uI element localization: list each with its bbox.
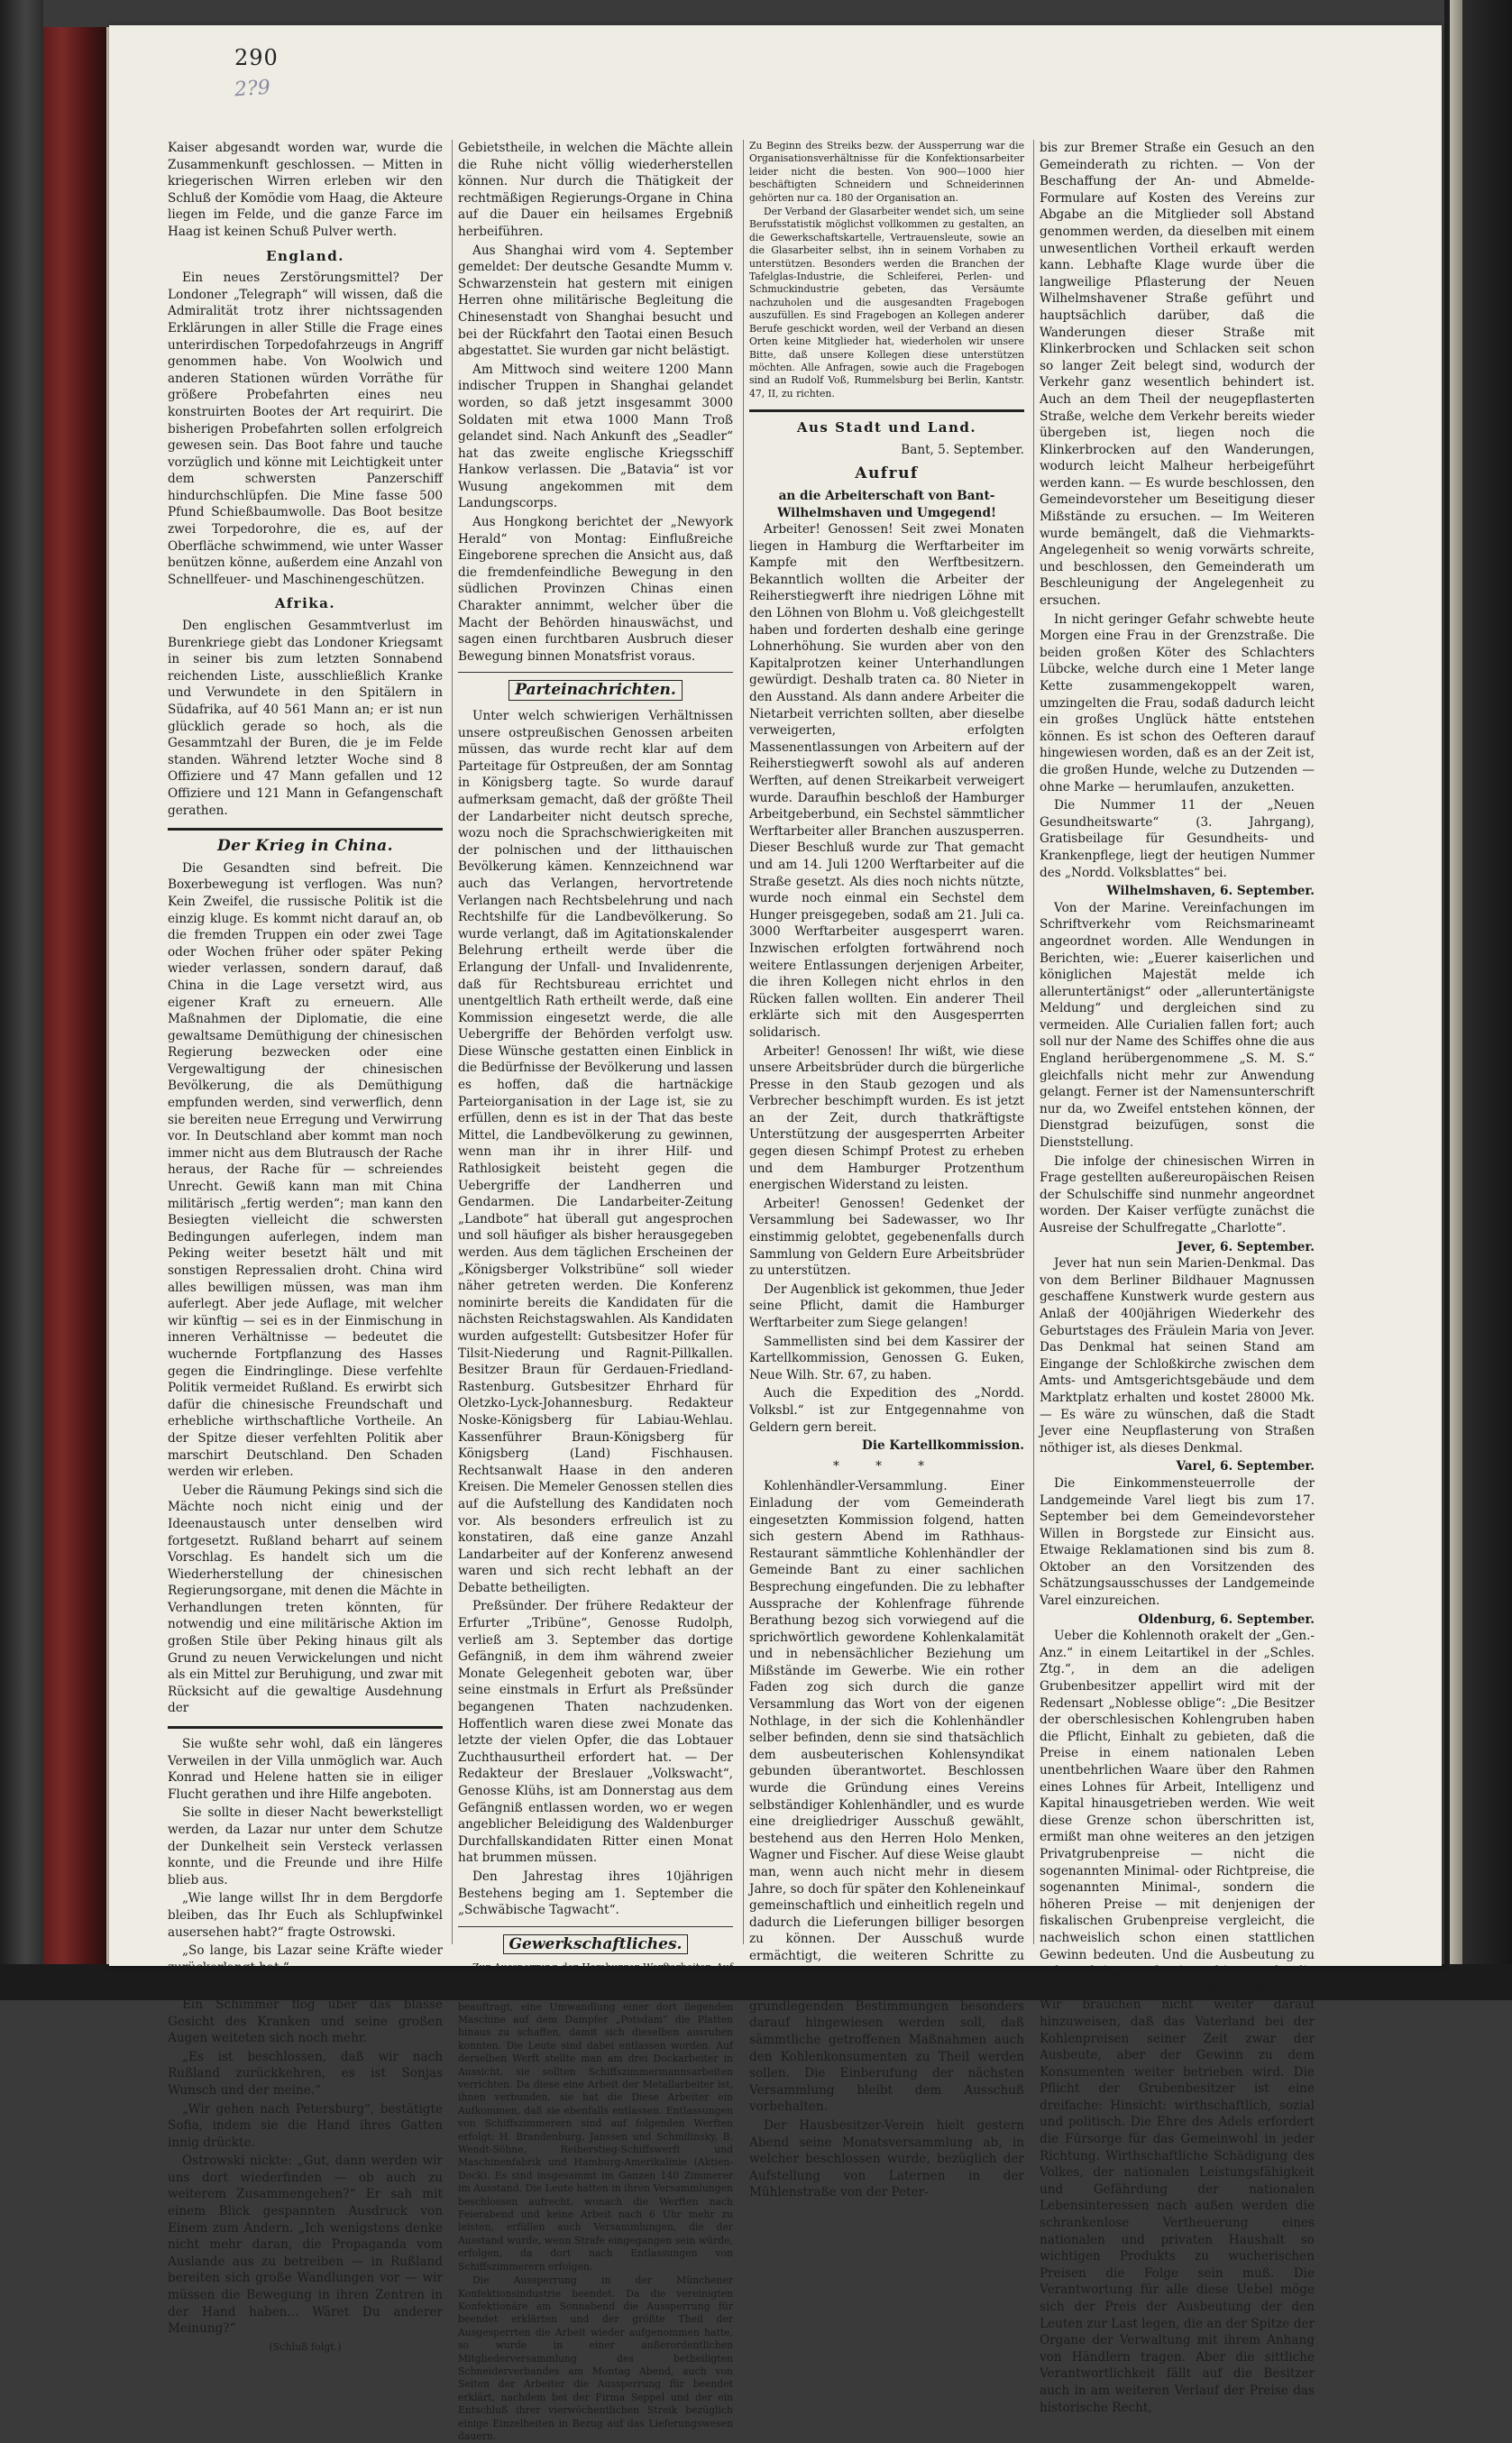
feuilleton-divider [168,1726,443,1729]
dateline-wilhelmshaven: Wilhelmshaven, 6. September. [1106,884,1315,899]
column-1 [168,140,443,2353]
section-divider [168,828,443,831]
article-varel: Die Einkommensteuerrolle der Landgemeinde Varel liegt bis zum 17. September bei dem Gemeindevorsteher Willen in Borgstede zur Einsicht aus. Etwaige Reklamationen sind bis zum 8. Oktober an den Vorsitzenden des Schätzungsausschusses der Landgemeinde Varel einzureichen. [1040,1475,1315,1609]
asterism: * * * [832,1458,941,1474]
column-separator [1033,140,1034,1944]
aufruf-signature: Die Kartellkommission. [862,1438,1024,1454]
feuilleton-paragraph: Sie wußte sehr wohl, daß ein längeres Verweilen in der Villa unmöglich war. Auch Konrad und Helene hatten sie in eiliger Flucht gerathen und ihre Hilfe angeboten. [168,1737,443,1802]
article-partei-p2: Preßsünder. Der frühere Redakteur der Erfurter „Tribüne“, Genosse Rudolph, verließ am 3. September das dortige Gefängniß, in dem ihm während zweier Monate Gelegenheit geboten war, über seine einstmals in Erfurt als Preßsünder begangenen Thaten nachzudenken. Hoffentlich waren diese zwei Monate das letzte der vielen Opfer, die das Lobtauer Zuchthausurtheil erfordert hat. — Der Redakteur der Breslauer „Volkswacht“, Genosse Klühs, ist am Donnerstag aus dem Gefängniß entlassen worden, wo er wegen angeblicher Beleidigung des Waldenburger Durchfallskandidaten Ritter einen Monat hat brummen müssen. [458,1599,733,1866]
article-gefahr: In nicht geringer Gefahr schwebte heute Morgen eine Frau in der Grenzstraße. Die beiden großen Köter des Schlachters Lübcke, welche durch eine 1 Meter lange Kette zusammengekoppelt waren, umzingelten die Frau, sodaß dadurch leicht ein großes Unglück hätte entstehen können. Es ist schon des Oefteren darauf hingewiesen worden, daß es an der Zeit ist, die großen Hunde, welche zu Dutzenden — ohne Marke — herumlaufen, anzuketten. [1040,611,1315,794]
aufruf-paragraph: Der Augenblick ist gekommen, thue Jeder seine Pflicht, damit die Hamburger Werftarbeiter zum Siege gelangen! [749,1281,1024,1330]
feuilleton-paragraph: Sie sollte in dieser Nacht bewerkstelligt werden, da Lazar nur unter dem Schutze der Dunkelheit sein Versteck verlassen konnte, und die Freunde und ihre Hilfe blieb aus. [168,1805,443,1887]
aufruf-paragraph: Auch die Expedition des „Nordd. Volksbl.“ ist zur Entgegennahme von Geldern gern bereit. [749,1386,1024,1435]
aufruf-paragraph: Arbeiter! Genossen! Gedenket der Versammlung bei Sadewasser, wo Ihr einstimmig gelobtet, gegebenenfalls durch Sammlung von Geldern Eure Arbeitsbrüder zu unterstützen. [749,1196,1024,1279]
newspaper-page [109,25,1442,2442]
article-marine-2: Die infolge der chinesischen Wirren in Frage gestellten außereuropäischen Reisen der Schulschiffe sind nunmehr angeordnet worden. Der Kaiser verfügte zunächst die Ausreise der Schulfregatte „Charlotte“. [1040,1153,1315,1235]
aufruf-heading: Aufruf [855,464,919,483]
article-hongkong: Aus Hongkong berichtet der „Newyork Herald“ von Montag: Einflußreiche Eingeborene sprechen die Ansicht aus, daß die fremdenfeindliche Bewegung in den südlichen Provinzen Chinas einen Charakter annimmt, welcher über die Macht der Behörden hinauswächst, und sagen einen furchtbaren Ausbruch dieser Bewegung binnen Monatsfrist voraus. [458,515,733,664]
article-marine: Von der Marine. Vereinfachungen im Schriftverkehr vom Reichsmarineamt angeordnet worden. Alle Wendungen in Berichten, wie: „Euerer kaiserlichen und königlichen Majestät melde ich alleruntertänigst“ oder „alleruntertänigste Meldung“ und dergleichen sind zu vermeiden. Alle Curialien fallen fort; auch soll nur der Name des Schiffes ohne die aus England herübergenommene „S. M. S.“ gleichfalls nicht mehr zur Anwendung gelangt. Ferner ist der Namensunterschrift nur da, wo Zweifel entstehen können, der Dienstgrad beizufügen, sonst die Dienststellung. [1040,900,1315,1151]
feuilleton-paragraph: Ein Schimmer flog über das blasse Gesicht des Kranken und seine großen Augen weiteten sich noch mehr. [168,1997,443,2046]
book-spine-edge [43,27,109,1975]
article-afrika: Den englischen Gesammtverlust im Burenkriege giebt das Londoner Kriegsamt in seiner bis zum letzten Sonnabend reichenden Liste, ausschließlich Kranke und Verwundete in den Spitälern in Südafrika, auf 40 561 Mann an; er ist nun glücklich gerade so hoch, als die Gesammtzahl der Buren, die je im Felde standen. Während letzter Woche sind 8 Offiziere und 47 Mann gefallen und 12 Offiziere und 121 Mann in Gefangenschaft gerathen. [168,619,443,818]
article-glasarbeiter: Der Verband der Glasarbeiter wendet sich, um seine Berufsstatistik möglichst vollkommen zu gestalten, an die Gewerkschaftskartelle, Vertrauensleute, sowie an die Glasarbeiter selbst, ihn in seinem Vorhaben zu unterstützen. Besonders werden die Branchen der Tafelglas-Industrie, die Schleiferei, Perlen- und Schmuckindustrie gebeten, das Versäumte nachzuholen und die ausgesandten Fragebogen auszufüllen. Es sind Fragebogen an Kollegen anderer Berufe geschickt worden, weil der Verband an diesen Orten keine Mitglieder hat, wiederholen wir unsere Bitte, daß unsere Kollegen diese unterstützen möchten. Alle Anfragen, sowie auch die Fragebogen sind an Rudolf Voß, Rummelsburg bei Berlin, Kantstr. 47, II, zu richten. [749,206,1024,400]
column-3 [749,140,1024,2200]
page-edge-right [1444,0,1512,2000]
section-heading-afrika: Afrika. [274,595,336,612]
section-heading-stadt-land: Aus Stadt und Land. [796,419,977,436]
dateline-jever: Jever, 6. September. [1177,1239,1315,1254]
book-binding-left [0,0,43,2000]
column-2 [458,140,733,2442]
dateline-oldenburg: Oldenburg, 6. September. [1138,1612,1315,1627]
article-shanghai: Aus Shanghai wird vom 4. September gemeldet: Der deutsche Gesandte Mumm v. Schwarzenstein hat gestern mit einigen Herren ohne militärische Begleitung die Chinesenstadt von Shanghai besucht und bei der Rückfahrt den Taotai einen Besuch abgestattet. Sie wurden gar nicht belästigt. [458,243,733,359]
section-divider [749,409,1024,412]
article-intro: bis zur Bremer Straße ein Gesuch an den Gemeinderath zu richten. — Von der Beschaffung der An- und Abmelde-Formulare auf Kosten des Vereins zur Abgabe an die Mitglieder soll Abstand genommen werden, da dieselben mit einem unwesentlichen Vortheil erkauft werden kann. Lebhafte Klage wurde über die langweilige Pflasterung der Neuen Wilhelmshavener Straße geführt und hauptsächlich darüber, daß die Wanderungen dieser Straße mit Klinkerbrocken und Schlacken seit schon so langer Zeit belegt sind, wodurch der Verkehr ganz wesentlich behindert ist. Auch an dem Theil der neugepflasterten Straße, welche dem Verkehr bereits wieder übergeben ist, liegen noch die Klinkerbrocken auf den Wanderungen, wodurch leicht Malheur herbeigeführt werden kann. — Es wurde beschlossen, den Gemeindevorsteher um Beseitigung dieser Mißstände zu ersuchen. — Im Weiteren wurde bemängelt, daß die Viehmarkts-Angelegenheit so wenig vorwärts schreite, und beschlossen, den Gemeinderath um Beschleunigung der Angelegenheit zu ersuchen. [1040,141,1315,609]
article-hausbesitzer: Der Hausbesitzer-Verein hielt gestern Abend seine Monatsversammlung ab, in welcher beschlossen wurde, bezüglich der Aufstellung von Laternen in der Mühlenstraße von der Peter- [749,2117,1024,2200]
section-heading-china: Der Krieg in China. [216,837,394,856]
section-divider [458,672,733,673]
feuilleton-paragraph: Ostrowski nickte: „Gut, dann werden wir uns dort wiederfinden — ob auch zu weiterem Zusammengehen?“ Er sah mit einem Blick gespannten Ausdruck von Einem zum Andern. „Ich wenigstens denke nicht mehr daran, die Propaganda vom Auslande aus zu betreiben — in Rußland bereiten sich große Wandlungen vor — wir müssen die Bewegung in ihren Zentren in der Hand haben... Wäret Du anderer Meinung?“ [168,2154,443,2337]
article-jever: Jever hat nun sein Marien-Denkmal. Das von dem Berliner Bildhauer Magnussen geschaffene Kunstwerk wurde gestern aus Anlaß der 400jährigen Wiederkehr des Geburtstages des Fräulein Maria von Jever. Das Denkmal hat seinen Stand am Eingange der Schloßkirche zwischen dem Amts- und Amtsgerichtsgebäude und dem Marktplatz erhalten und kostet 28000 Mk. — Es wäre zu wünschen, daß die Stadt Jever eine Neupflasterung von Straßen nöthiger ist, als dieses Denkmal. [1040,1256,1315,1456]
handwritten-page-number: 2?9 [234,76,271,102]
aufruf-subheading: an die Arbeiterschaft von Bant-Wilhelmshaven und Umgegend! [777,488,996,520]
section-heading-gewerkschaftliches: Gewerkschaftliches. [503,1934,689,1955]
feuilleton-paragraph: „So lange, bis Lazar seine Kräfte wieder zurückerlangt hat.“ [168,1943,443,1975]
feuilleton-paragraph: „Wie lange willst Ihr in dem Bergdorfe bleiben, das Ihr Euch als Schlupfwinkel ausersehen habt?“ fragte Ostrowski. [168,1891,443,1940]
article-gewerk-p1: Zur Aussperrung der Hamburger Werftarbeiter. Auf der Werft von Blohm und Voß wurden am Dienstag Morgen fünf Arbeitsleute der Kupferschmiede beauftragt, eine Umwandlung einer dort liegenden Maschine auf dem Dampfer „Potsdam“ die Platten hinaus zu schaffen, damit sich dieselben ausruhen konnten. Die Leute sind dabei entlassen worden. Auf derselben Werft stellte man am drei Dockarbeiter in Aussicht, sie sollten Schiffszimmermannsarbeiten verrichten. Da diese eine Arbeit der Metallarbeiter ist, ihnen verbunden, sie hat die Diese Arbeiter ein Aufkommen, daß sie ebenfalls entlassen. Entlassungen von Schiffszimmerern sind auf folgenden Werften erfolgt: H. Brandenburg, Janssen und Schmilinsky, B. Wendt-Söhne, Reiherstieg-Schiffswerft und Maschinenfabrik und Hamburg-Amerikalinie (Aktien-Dock). Es sind insgesammt im Ganzen 140 Zimmerer im Ausstand. Die Leute hatten in ihren Versammlungen beschlossen aufrecht, wonach die Werften nach Feierabend und keine Arbeit nach 6 Uhr mehr zu leisten, erfüllen auch Versammlungen, die der Ausstand wurde, wenn Strafe eingegangen sein würde, erfolgen, da dort nach Entlassungen von Schiffszimmerern erfolgen. [458,1961,733,2273]
article-intro: Kaiser abgesandt worden war, wurde die Zusammenkunft geschlossen. — Mitten in kriegerischen Wirren erleben wir den Schluß der Komödie vom Haag, die Akteure liegen im Felde, und die ganze Farce im Haag ist keinen Schuß Pulver werth. [168,141,443,239]
article-intro: Gebietstheile, in welchen die Mächte allein die Ruhe nicht völlig wiederherstellen können. Nur durch die Thätigkeit der rechtmäßigen Regierungs-Organe in China auf die Dauer ein heilsames Ergebniß herbeiführen. [458,141,733,239]
dateline-varel: Varel, 6. September. [1176,1459,1315,1474]
article-partei-p1: Unter welch schwierigen Verhältnissen unsere ostpreußischen Genossen arbeiten müssen, das wurde recht klar auf dem Parteitage für Ostpreußen, der am Sonntag in Königsberg tagte. So wurde darauf aufmerksam gemacht, daß der größte Theil der Landarbeiter nicht deutsch spreche, wozu noch die Sprachschwierigkeiten mit der polnischen und der litthauischen Bevölkerung kämen. Kennzeichnend war auch das Verlangen, hervortretende Verlangen nach Rechtsbelehrung und nach Rechtshilfe für die Landbevölkerung. So wurde verlangt, daß im Agitationskalender Belehrung ertheilt werde über die Erlangung der Unfall- und Invalidenrente, daß für Rechtsbureau errichtet und unentgeltlich Rath ertheilt werde, daß eine Kommission eingesetzt werde, die alle Uebergriffe der Behörden verfolgt usw. Diese Wünsche gestatten einen Einblick in die Bedürfnisse der Bevölkerung und lassen es hoffen, daß die hartnäckige Parteiorganisation in der Lage ist, sie zu erfüllen, denn es ist in der That das beste Mittel, die Landbevölkerung zu gewinnen, wenn man ihr in ihrer Hilf- und Rathlosigkeit beisteht gegen die Uebergriffe der Landherren und Gendarmen. Die Landarbeiter-Zeitung „Landbote“ hat überall gut angesprochen und soll häufiger als bisher herausgegeben werden. Aus dem täglichen Erscheinen der „Königsberger Volkstribüne“ soll wieder näher getreten werden. Die Konferenz nominirte bereits die Kandidaten für die nächsten Reichstagswahlen. Als Kandidaten wurden aufgestellt: Gutsbesitzer Hofer für Tilsit-Niederung und Ragnit-Pillkallen. Besitzer Braun für Gerdauen-Friedland-Rastenburg. Gutsbesitzer Ehrhard für Oletzko-Lyck-Johannesburg. Redakteur Noske-Königsberg für Labiau-Wehlau. Kassenführer Braun-Königsberg für Königsberg (Land) Fischhausen. Rechtsanwalt Haase in den anderen Kreisen. Die Memeler Genossen stellen dies auf die Aufstellung des Kandidaten noch vor. Als besonders erfreulich ist zu konstatiren, daß eine ganze Anzahl Landarbeiter auf der Konferenz anwesend waren und sich recht lebhaft an der Debatte betheiligten. [458,709,733,1595]
article-china-p2: Ueber die Räumung Pekings sind sich die Mächte noch nicht einig und der Ideenaustausch unter denselben wird fortgesetzt. Rußland beharrt auf seinem Vorschlag. Es handelt sich um die Wiederherstellung der chinesischen Regierungsorgane, mit denen die Mächte in Verhandlungen treten könnten, für notwendig und eine militärische Aktion im großen Stile über Peking hinaus gilt als Grund zu neuen Verwickelungen und nicht als ein Mittel zur Beruhigung, und zwar mit Rücksicht auf die gewaltige Ausdehnung der [168,1483,443,1716]
article-gewerk-p2: Die Aussperrung in der Münchener Konfektionsindustrie beendet. Da die vereinigten Konfektionäre am Sonnabend die Aussperrung für beendet erklärten und der größte Theil der Ausgesperrten die Arbeit wieder aufgenommen hatte, so wurde in einer außerordentlichen Mitgliederversammlung des betheiligten Schneiderverbandes am Montag Abend, auch von Seiten der Arbeiter die Aussperrung für beendet erklärt, nachdem bei der Firma Seppel und der ein Entschluß ihrer vierwöchentlichen Streik bezüglich einige Einzelheiten in Bezug auf das Lieferungswesen dauern. [458,2274,733,2442]
aufruf-paragraph: Sammellisten sind bei dem Kassirer der Kartellkommission, Genossen G. Euken, Neue Wilh. Str. 67, zu haben. [749,1334,1024,1382]
article-gesundheitswarte: Die Nummer 11 der „Neuen Gesundheitswarte“ (3. Jahrgang), Gratisbeilage für Gesundheits- und Krankenpflege, liegt der heutigen Nummer des „Nordd. Volksblattes“ bei. [1040,798,1315,880]
column-separator [743,140,744,1944]
feuilleton-paragraph: „Es ist beschlossen, daß wir nach Rußland zurückkehren, es ist Sonjas Wunsch und der meine.“ [168,2049,443,2098]
small-print-block [749,140,1024,400]
section-divider [458,1926,733,1927]
article-england: Ein neues Zerstörungsmittel? Der Londoner „Telegraph“ will wissen, daß die Admiralität trotz ihrer nichtssagenden Erklärungen in aller Stille die Frage eines unterirdischen Torpedofahrzeugs in Angriff genommen habe. Von Woolwich und anderen Stationen würden Vorräthe für größere Probefahrten eines neu konstruirten Bootes der Art requirirt. Die bisherigen Probefahrten sollen erfolgreich gewesen sein. Das Boot fahre und tauche vorzüglich und könne mit Leichtigkeit unter dem schwersten Panzerschiff hindurchschlüpfen. Die Mine fasse 500 Pfund Schießbaumwolle. Das Boot besitze zwei Torpedorohre, die es, auf der Oberfläche schwimmend, wie unter Wasser benützen könne, außerdem eine Anzahl von Schnellfeuer- und Maschinengeschützen. [168,271,443,587]
section-heading-england: England. [266,247,344,264]
article-kohlenhaendler: Kohlenhändler-Versammlung. Einer Einladung der vom Gemeinderath eingesetzten Kommission folgend, hatten sich gestern Abend im Rathhaus-Restaurant sämmtliche Kohlenhändler der Gemeinde Bant zu einer sachlichen Besprechung eingefunden. Die zu lebhafter Aussprache der Kohlenfrage führende Berathung bezog sich vorwiegend auf die sprichwörtlich gewordene Kohlenkalamität und in nebensächlicher Beziehung um Mißstände im Gewerbe. Wie ein rother Faden zog sich durch die ganze Versammlung das Wort von der eigenen Nothlage, in der sich die Kohlenhändler selber befinden, denn sie sind thatsächlich dem ausbeuterischen Kohlensyndikat gebunden überantwortet. Beschlossen wurde die Gründung eines Vereins selbständiger Kohlenhändler, und es wurde eine dreigliedriger Ausschuß gewählt, bestehend aus den Herren Holo Menken, Wagner und Fischer. Auf diese Weise glaubt man, wenn auch nicht mehr in diesem Jahre, so doch für später den Kohleneinkauf gemeinschaftlich und einheitlich regeln und dadurch die Lieferungen billiger besorgen zu können. Der Ausschuß wurde ermächtigt, die weiteren Schritte zu unternehmen und Satzungen für ein Vereins-Statut auszuarbeiten, in denen grundlegenden Bestimmungen besonders darauf hingewiesen werden soll, daß sämmtliche getroffenen Maßnahmen auch den Kohlenkonsumenten zu Theil werden sollen. Die Einberufung der nächsten Versammlung bleibt dem Ausschuß vorbehalten. [749,1479,1024,2115]
article-intro: Zu Beginn des Streiks bezw. der Aussperrung war die Organisationsverhältnisse für die Konfektionsarbeiter leider nicht die besten. Von 900—1000 hier beschäftigten Schneidern und Schneiderinnen gehörten nur ca. 180 der Organisation an. [749,140,1024,204]
page-number: 290 [234,45,279,70]
article-mittwoch: Am Mittwoch sind weitere 1200 Mann indischer Truppen in Shanghai gelandet worden, so daß jetzt insgesammt 3000 Soldaten mit etwa 1000 Mann Troß gelandet sind. Nach Ankunft des „Seadler“ hat das zweite englische Kriegsschiff Hankow verlassen. Die „Batavia“ ist vor Wusung angekommen mit dem Landungscorps. [458,362,733,511]
dateline-bant: Bant, 5. September. [901,442,1024,457]
article-partei-p3: Den Jahrestag ihres 10jährigen Bestehens beging am 1. September die „Schwäbische Tagwacht“. [458,1869,733,1918]
article-china-p1: Die Gesandten sind befreit. Die Boxerbewegung ist verflogen. Was nun? Kein Zweifel, die russische Politik ist die einzig kluge. Es kommt nicht darauf an, ob die fremden Truppen ein oder zwei Tage oder Wochen früher oder später Peking wieder verlassen, sondern darauf, daß China in die Lage versetzt wird, aus eigener Kraft zu erneuern. Alle Maßnahmen der Diplomatie, die eine gewaltsame Demüthigung der chinesischen Regierung bezwecken oder eine Vergewaltigung der chinesischen Bevölkerung, die als Demüthigung empfunden werden, sind verwerflich, denn sie bereiten neue Erregung und Verwirrung vor. In Deutschland aber kommt man noch immer nicht aus dem Blutrausch der Rache heraus, der Rache für — schreiendes Unrecht. Gewiß kann man mit China militärisch „fertig werden“; man kann den Besiegten vielleicht die schwersten Bedingungen auferlegen, indem man Peking weiter besetzt hält und mit sonstigen Repressalien droht. China wird alles bewilligen müssen, was man ihm auferlegt. Aber jede Auflage, mit welcher wir künftig — sei es in der Einmischung in inneren Verhältnisse — bedeutet die wuchernde Fortpflanzung des Hasses gegen die Eindringlinge. Diese verfehlte Politik vermeidet Rußland. Es erwirbt sich dafür die chinesische Freundschaft und erhebliche wirthschaftliche Vortheile. An der Spitze dieser verfehlten Politik aber marschirt Deutschland. Den Schaden werden wir erleben. [168,860,443,1480]
feuilleton-paragraph: „Und was geschieht dann?“ [182,1979,354,1994]
feuilleton-end-note: (Schluß folgt.) [269,2340,342,2353]
feuilleton-paragraph: „Wir gehen nach Petersburg“, bestätigte Sofia, indem sie die Hand ihres Gatten innig drückte. [168,2101,443,2150]
column-4 [1040,140,1315,2415]
article-oldenburg: Ueber die Kohlennoth orakelt der „Gen.-Anz.“ in einem Leitartikel in der „Schles. Ztg.“, in dem an die adeligen Grubenbesitzer appellirt wird mit der Redensart „Noblesse oblige“: „Die Besitzer der oberschlesischen Kohlengruben haben die Pflicht, Einhalt zu gebieten, daß die Preise in einem nationalen Leben unentbehrlichen Waare über den Rahmen eines Lohnes für Arbeit, Intelligenz und Kapital hinausgetrieben werden. Wie weit diese Grenze schon überschritten ist, ermißt man ohne weiteres an den jetzigen Privatgrubenpreise — nicht die sogenannten Minimal- oder Richtpreise, die sogenannten Minimal-, sondern die höheren Preise — mit denjenigen der fiskalischen Grubenpreise vergleicht, die nachweislich schon einen stattlichen Gewinn bedeuten. Und die Ausbeutung zu unberechtigtem Gewinn, hier auch die Erwähnung zur wucherischen Ausbeutung. Wir brauchen nicht weiter darauf hinzuweisen, daß das Vaterland bei der Kohlenpreisen seiner Zeit zwar der Ausbeute, aber der Gewinn zu dem Konsumenten weiter betrieben wird. Die Pflicht der Grubenbesitzer ist eine dreifache: Hinsicht: wirthschaftlich, sozial und politisch. Die Ehre des Adels erfordert die Fürsorge für das Gemeinwohl in jeder Richtung. Wirthschaftliche Schädigung des Volkes, der nationalen Leistungsfähigkeit und Gefährdung der nationalen Lebensinteressen nach außen werden die schrankenlose Vertheuerung eines nationalen und privaten Haushalt so wichtigen Produkts zu wucherischen Preisen die Folge sein muß. Die Verantwortung für alle diese Uebel möge sich der Preis der Ausbeutung der den Leuten zur Last legen, die an der Spitze der Organe der Verwaltung mit ihrem Anhang von Händlern tragen. Aber die sittliche Verantwortlichkeit fällt auf die Besitzer auch in am weiteren Verlauf der Preise das historische Recht, [1040,1629,1315,2415]
aufruf-paragraph: Arbeiter! Genossen! Ihr wißt, wie diese unsere Arbeitsbrüder durch die bürgerliche Presse in den Staub gezogen und als Verbrecher beschimpft wurden. Es ist jetzt an der Zeit, durch thatkräftigste Unterstützung der ausgesperrten Arbeiter gegen diesen Schimpf Protest zu erheben und dem Hamburger Protzenthum energischen Widerstand zu leisten. [749,1043,1024,1193]
section-heading-parteinachrichten: Parteinachrichten. [509,680,683,701]
aufruf-paragraph: Arbeiter! Genossen! Seit zwei Monaten liegen in Hamburg die Werftarbeiter im Kampfe mit den Werftbesitzern. Bekanntlich wollten die Arbeiter der Reiherstiegwerft ihre niedrigen Löhne mit den Löhnen von Blohm u. Voß gleichgestellt haben und forderten deshalb eine geringe Lohnerhöhung. Sie wurden aber von den Kapitalprotzen keiner Unterhandlungen gewürdigt. Deshalb traten ca. 80 Nieter in den Ausstand. Als dann andere Arbeiter die Nietarbeit verrichten sollten, aber dieselbe verweigerten, erfolgten Massenentlassungen von Arbeitern auf der Reiherstiegwerft sowohl als auf anderen Werften, auf denen Streikarbeit verweigert wurde. Daraufhin beschloß der Hamburger Arbeitgeberbund, ein Sechstel sämmtlicher Werftarbeiter aller Branchen auszusperren. Dieser Beschluß wurde zur That gemacht und am 14. Juli 1200 Werftarbeiter auf die Straße gesetzt. Als dies noch nichts nützte, wurde noch einmal ein Sechstel dem Hunger preisgegeben, sodaß am 21. Juli ca. 3000 Werftarbeiter ausgesperrt waren. Inzwischen erfolgten fortwährend noch weitere Entlassungen derjenigen Arbeiter, die ihren Kollegen nicht ehrlos in den Rücken fallen wollten. Ein anderer Theil erklärte sich mit den Ausgesperrten solidarisch. [749,522,1024,1040]
small-print-block [458,1961,733,2443]
column-separator [452,140,453,1944]
